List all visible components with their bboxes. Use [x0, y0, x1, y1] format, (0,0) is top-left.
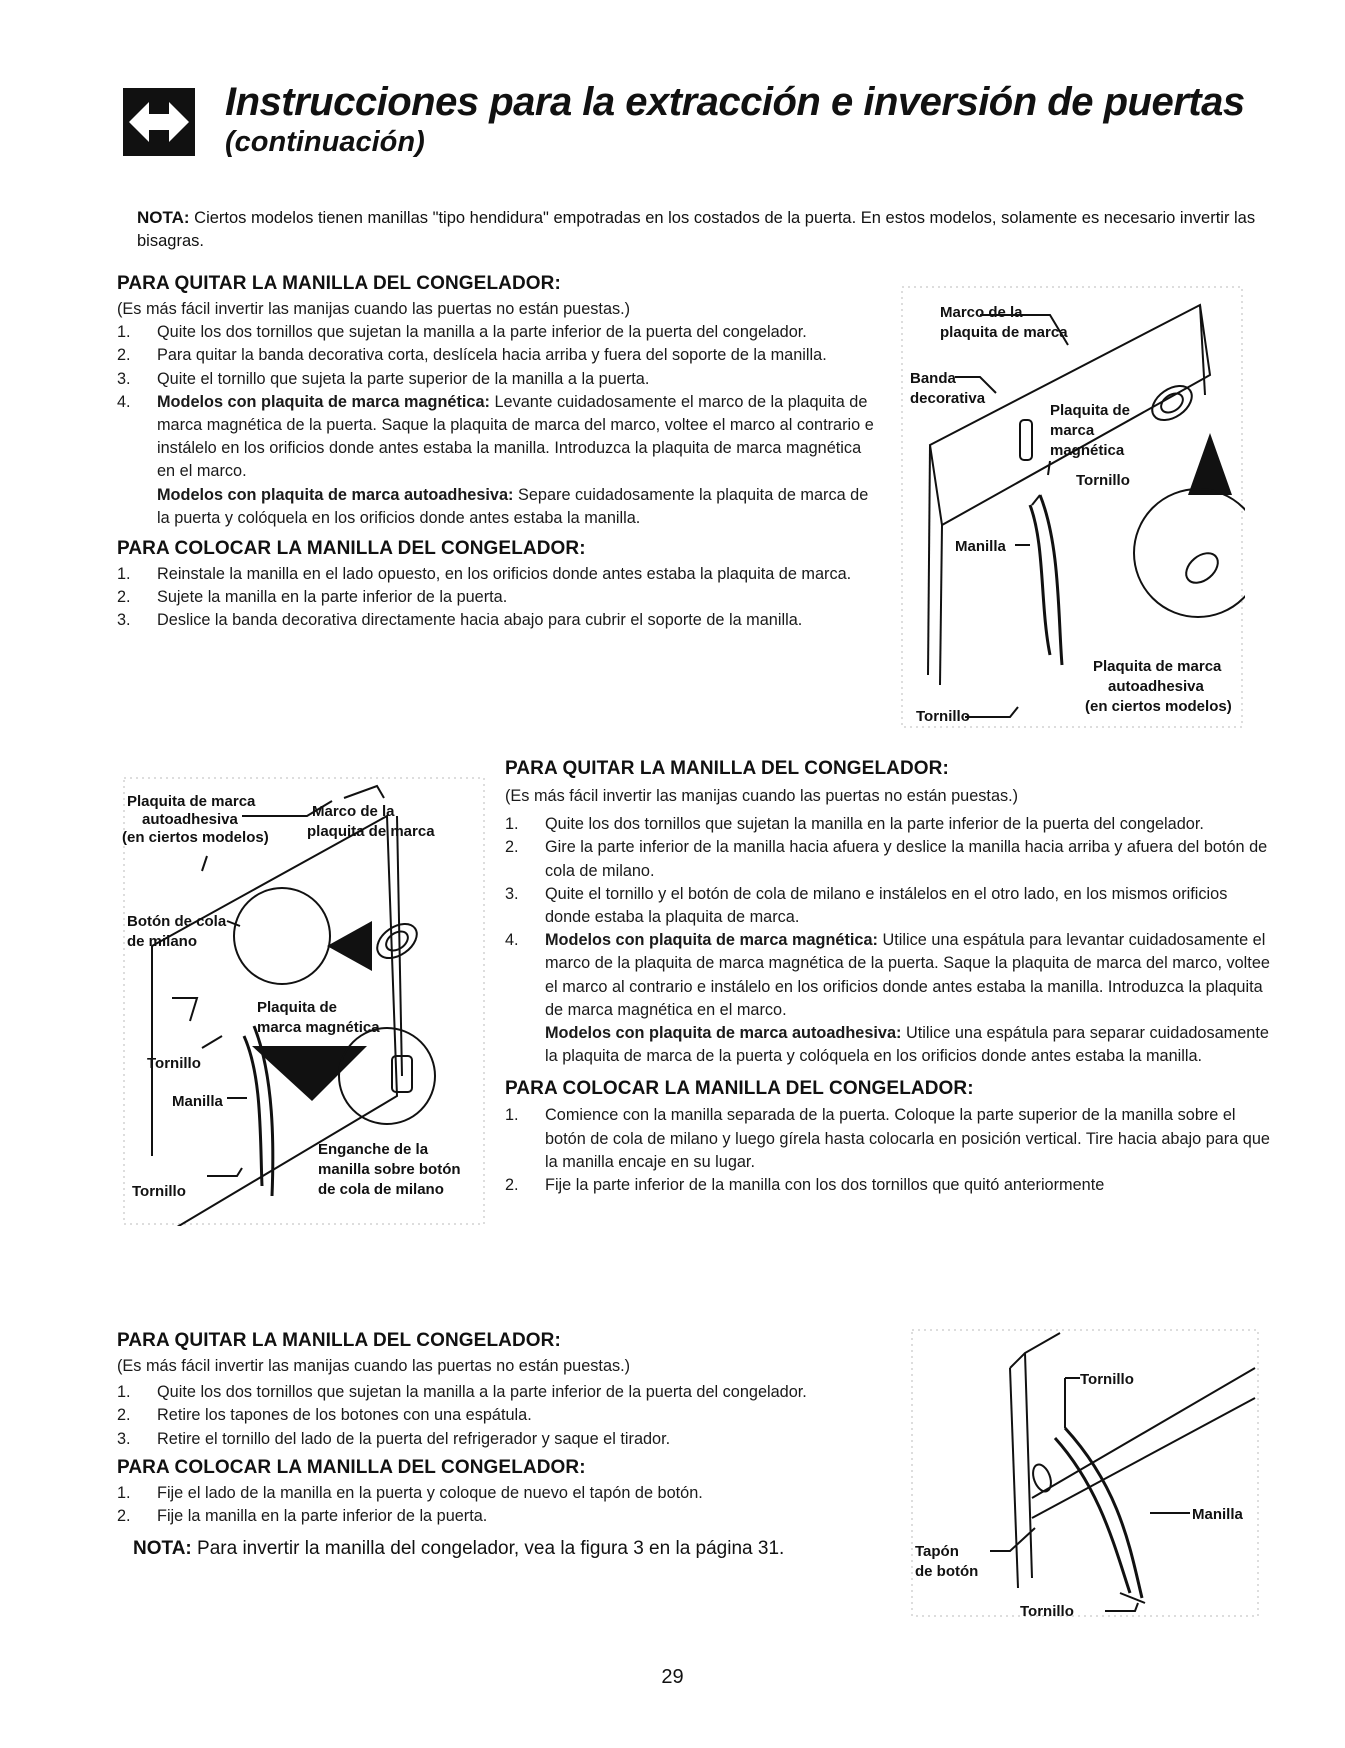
label-enganche-3: de cola de milano	[318, 1181, 444, 1198]
list-item: 1. Fije el lado de la manilla en la puerta y coloque de nuevo el tapón de botón.	[117, 1483, 703, 1502]
label-tapon: Tapón	[915, 1543, 959, 1560]
section-2-remove-steps	[505, 813, 1275, 1068]
label-tornillo-bottom: Tornillo	[1020, 1603, 1074, 1618]
label-enganche-2: manilla sobre botón	[318, 1161, 461, 1178]
label-plaquita-2: marca	[1050, 422, 1095, 439]
figure-1-handle-diagram	[900, 285, 1245, 730]
section-1-install-steps	[117, 563, 882, 633]
label-plaquita-3: magnética	[1050, 442, 1125, 459]
section-1	[117, 273, 882, 633]
figure-3-cap-diagram	[910, 1328, 1260, 1618]
section-1-remove-intro: (Es más fácil invertir las manijas cuando las puertas no están puestas.)	[117, 300, 631, 318]
section-1-remove-heading: PARA QUITAR LA MANILLA DEL CONGELADOR:	[117, 273, 561, 294]
label-tornillo-top: Tornillo	[1076, 472, 1130, 489]
list-item: 2. Para quitar la banda decorativa corta, deslícela hacia arriba y fuera del soporte de la manilla.	[117, 346, 827, 365]
label-banda-2: decorativa	[910, 390, 986, 407]
section-1-install-heading: PARA COLOCAR LA MANILLA DEL CONGELADOR:	[117, 538, 586, 560]
label-boton-2: de milano	[127, 933, 198, 950]
section-3-remove-steps	[117, 1381, 877, 1451]
label-plaquita: Plaquita de	[1050, 402, 1131, 419]
section-3-remove-heading: PARA QUITAR LA MANILLA DEL CONGELADOR:	[117, 1330, 561, 1351]
section-2-remove-heading: PARA QUITAR LA MANILLA DEL CONGELADOR:	[505, 758, 949, 779]
section-1-remove-steps	[117, 321, 882, 530]
label-tornillo-bottom: Tornillo	[132, 1183, 186, 1200]
section-3-install-steps	[117, 1482, 877, 1528]
section-2-remove-intro: (Es más fácil invertir las manijas cuando las puertas no están puestas.)	[505, 787, 1019, 805]
section-2-install-steps	[505, 1104, 1275, 1197]
list-item: 3. Deslice la banda decorativa directamente hacia abajo para cubrir el soporte de la manilla.	[117, 611, 803, 630]
list-item: 2. Gire la parte inferior de la manilla hacia afuera y deslice la manilla hacia arriba y afuera del botón de cola de milano.	[505, 838, 1268, 880]
list-item: 4. Modelos con plaquita de marca magnética: Utilice una espátula para levantar cuidadosamente el marco de la plaquita de marca magnética de la puerta. Saque la plaquita de marca del marco, voltee el marco al contrario e instálelo en los orificios donde antes estaba la manilla. Introduzca la plaquita de marca magnética en el marco. Modelos con plaquita de marca autoadhesiva: Utilice una espátula para separar cuidadosamente la plaquita de marca de la puerta y colóquela en los orificios donde antes estaba la manilla.	[505, 931, 1270, 1066]
label-boton: Botón de cola	[127, 913, 227, 930]
figure-2-dovetail-diagram	[122, 776, 487, 1226]
label-auto-2: autoadhesiva	[142, 811, 238, 828]
page-number: 29	[661, 1666, 684, 1688]
list-item: 1. Quite los dos tornillos que sujetan la manilla a la parte inferior de la puerta del congelador.	[117, 323, 807, 342]
label-manilla: Manilla	[955, 538, 1006, 555]
list-item: 1. Reinstale la manilla en el lado opuesto, en los orificios donde antes estaba la plaquita de marca.	[117, 565, 852, 584]
label-auto-3: (en ciertos modelos)	[122, 829, 269, 846]
section-2	[505, 758, 1275, 1197]
section-2-install-heading: PARA COLOCAR LA MANILLA DEL CONGELADOR:	[505, 1078, 974, 1100]
label-tornillo-top: Tornillo	[147, 1055, 201, 1072]
label-tapon-2: de botón	[915, 1563, 979, 1580]
label-tornillo-top: Tornillo	[1080, 1371, 1134, 1388]
list-item: 2. Fije la parte inferior de la manilla con los dos tornillos que quitó anteriormente	[505, 1176, 1105, 1195]
list-item: 3. Quite el tornillo que sujeta la parte superior de la manilla a la puerta.	[117, 369, 650, 388]
label-marco-2: plaquita de marca	[940, 324, 1068, 341]
list-item: 1. Quite los dos tornillos que sujetan la manilla a la parte inferior de la puerta del congelador.	[117, 1383, 807, 1402]
label-plaquita: Plaquita de	[257, 999, 338, 1016]
label-banda: Banda	[910, 370, 956, 387]
double-arrow-icon	[123, 88, 195, 156]
list-item: 2. Fije la manilla en la parte inferior de la puerta.	[117, 1507, 488, 1526]
list-item: 3. Retire el tornillo del lado de la puerta del refrigerador y saque el tirador.	[117, 1429, 671, 1448]
label-auto-3: (en ciertos modelos)	[1085, 698, 1232, 715]
label-marco-2: plaquita de marca	[307, 823, 435, 840]
label-marco: Marco de la	[940, 304, 1023, 321]
list-item: 1. Comience con la manilla separada de la puerta. Coloque la parte superior de la manilla sobre el botón de cola de milano y luego gírela hasta colocarla en posición vertical. Tire hacia abajo para que la manilla encaje en su lugar.	[505, 1106, 1270, 1171]
label-auto-2: autoadhesiva	[1108, 678, 1204, 695]
label-manilla: Manilla	[1192, 1506, 1243, 1523]
label-enganche: Enganche de la	[318, 1141, 429, 1158]
label-manilla: Manilla	[172, 1093, 223, 1110]
list-item: 3. Quite el tornillo y el botón de cola de milano e instálelos en el otro lado, en los mismos orificios donde estaba la plaquita de marca.	[505, 884, 1228, 927]
label-marco: Marco de la	[312, 803, 395, 820]
list-item: 2. Retire los tapones de los botones con una espátula.	[117, 1406, 532, 1425]
page-title: Instrucciones para la extracción e inversión de puertas	[225, 80, 1245, 124]
note-top	[137, 206, 1287, 253]
section-3-install-heading: PARA COLOCAR LA MANILLA DEL CONGELADOR:	[117, 1456, 586, 1478]
label-auto-1: Plaquita de marca	[127, 793, 256, 810]
section-3-remove-intro: (Es más fácil invertir las manijas cuando las puertas no están puestas.)	[117, 1357, 631, 1375]
note-bottom-label: NOTA:	[133, 1538, 192, 1560]
label-auto-1: Plaquita de marca	[1093, 658, 1222, 675]
note-bottom-text: Para invertir la manilla del congelador, vea la figura 3 en la página 31.	[197, 1538, 785, 1560]
note-label: NOTA:	[137, 208, 190, 227]
note-bottom	[133, 1538, 877, 1560]
page-subtitle: (continuación)	[225, 126, 425, 158]
note-text: Ciertos modelos tienen manillas "tipo hendidura" empotradas en los costados de la puerta. En estos modelos, solamente es necesario invertir las bisagras.	[137, 209, 1256, 250]
label-plaquita-2: marca magnética	[257, 1019, 380, 1036]
list-item: 1. Quite los dos tornillos que sujetan la manilla en la parte inferior de la puerta del congelador.	[505, 815, 1204, 834]
list-item: 2. Sujete la manilla en la parte inferior de la puerta.	[117, 588, 508, 607]
list-item: 4. Modelos con plaquita de marca magnética: Levante cuidadosamente el marco de la plaquita de marca magnética de la puerta. Saque la plaquita de marca del marco, voltee el marco al contrario e instálelo en los orificios donde antes estaba la manilla. Introduzca la plaquita de marca magnética en el marco. Modelos con plaquita de marca autoadhesiva: Separe cuidadosamente la plaquita de marca de la puerta y colóquela en los orificios donde antes estaba la manilla.	[117, 392, 874, 527]
section-3	[117, 1330, 877, 1560]
label-tornillo-bottom: Tornillo	[916, 708, 970, 725]
